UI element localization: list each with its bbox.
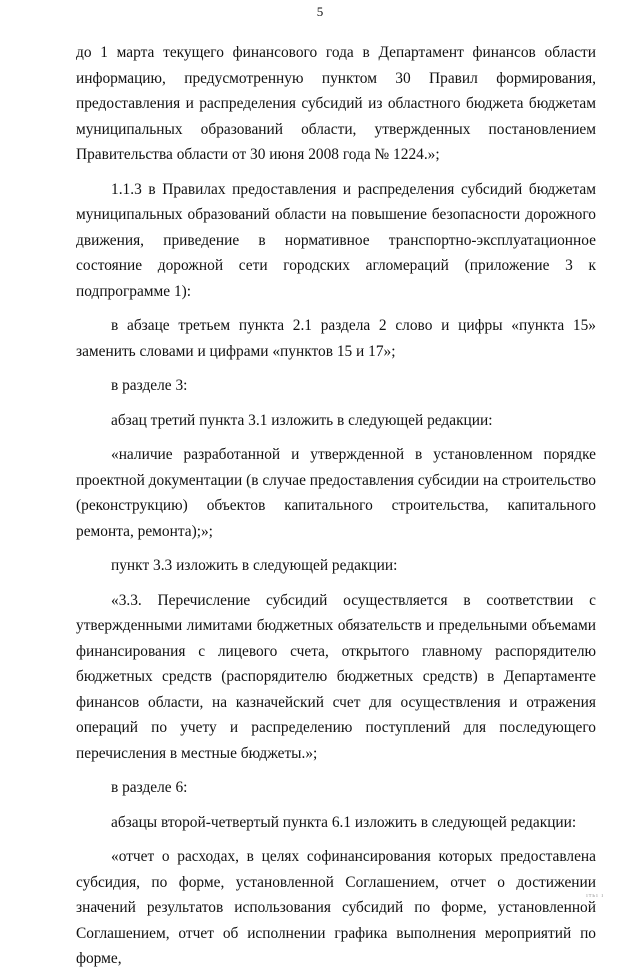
scan-footer-mark: ıтьı ı [586,893,604,899]
paragraph-quote-6-1: «отчет о расходах, в целях софинансирования которых предоставлена субсидия, по форме, установленной Соглашением, отчет о достижении значений результатов использования субсидий по форме, установленной Соглашением, отчет об исполнении графика выполнения мероприятий по форме, [76,848,596,967]
document-body [76,40,596,972]
paragraph-section-3: в разделе 3: [111,377,188,394]
paragraph-clause-3-3: пункт 3.3 изложить в следующей редакции: [111,557,398,574]
paragraph-quote-3-3: «3.3. Перечисление субсидий осуществляется в соответствии с утвержденными лимитами бюджетных обязательств и предельными объемами финансирования с лицевого счета, открытого главному распорядителю бюджетных средств (распорядителю бюджетных средств) в Департаменте финансов области, на казначейский счет для осуществления и отражения операций по учету и распределению поступлений для последующего перечисления в местные бюджеты.»; [76,591,596,762]
page-number: 5 [316,4,324,19]
paragraph-item-1-1-3: 1.1.3 в Правилах предоставления и распределения субсидий бюджетам муниципальных образований области на повышение безопасности дорожного движения, приведение в нормативное транспортно-эксплуатационное состояние дорожной сети городских агломераций (приложение 3 к подпрограмме 1): [76,180,596,300]
paragraph-section-6: в разделе 6: [111,779,188,796]
paragraph-continuation: до 1 марта текущего финансового года в Департамент финансов области информацию, предусмотренную пунктом 30 Правил формирования, предоставления и распределения субсидий из областного бюджета бюджетам муниципальных образований области, утвержденных постановлением Правительства области от 30 июня 2008 года № 1224.»; [76,44,596,163]
paragraph-quote-3-1: «наличие разработанной и утвержденной в установленном порядке проектной документации (в случае предоставления субсидии на строительство (реконструкцию) объектов капитального строительства, капитального ремонта, ремонта);»; [76,446,596,540]
paragraph-clause-3-1: абзац третий пункта 3.1 изложить в следующей редакции: [111,411,493,429]
paragraph-clause-6-1: абзацы второй-четвертый пункта 6.1 изложить в следующей редакции: [111,813,577,831]
paragraph-amend-2-1: в абзаце третьем пункта 2.1 раздела 2 слово и цифры «пункта 15» заменить словами и цифрами «пунктов 15 и 17»; [76,317,596,360]
